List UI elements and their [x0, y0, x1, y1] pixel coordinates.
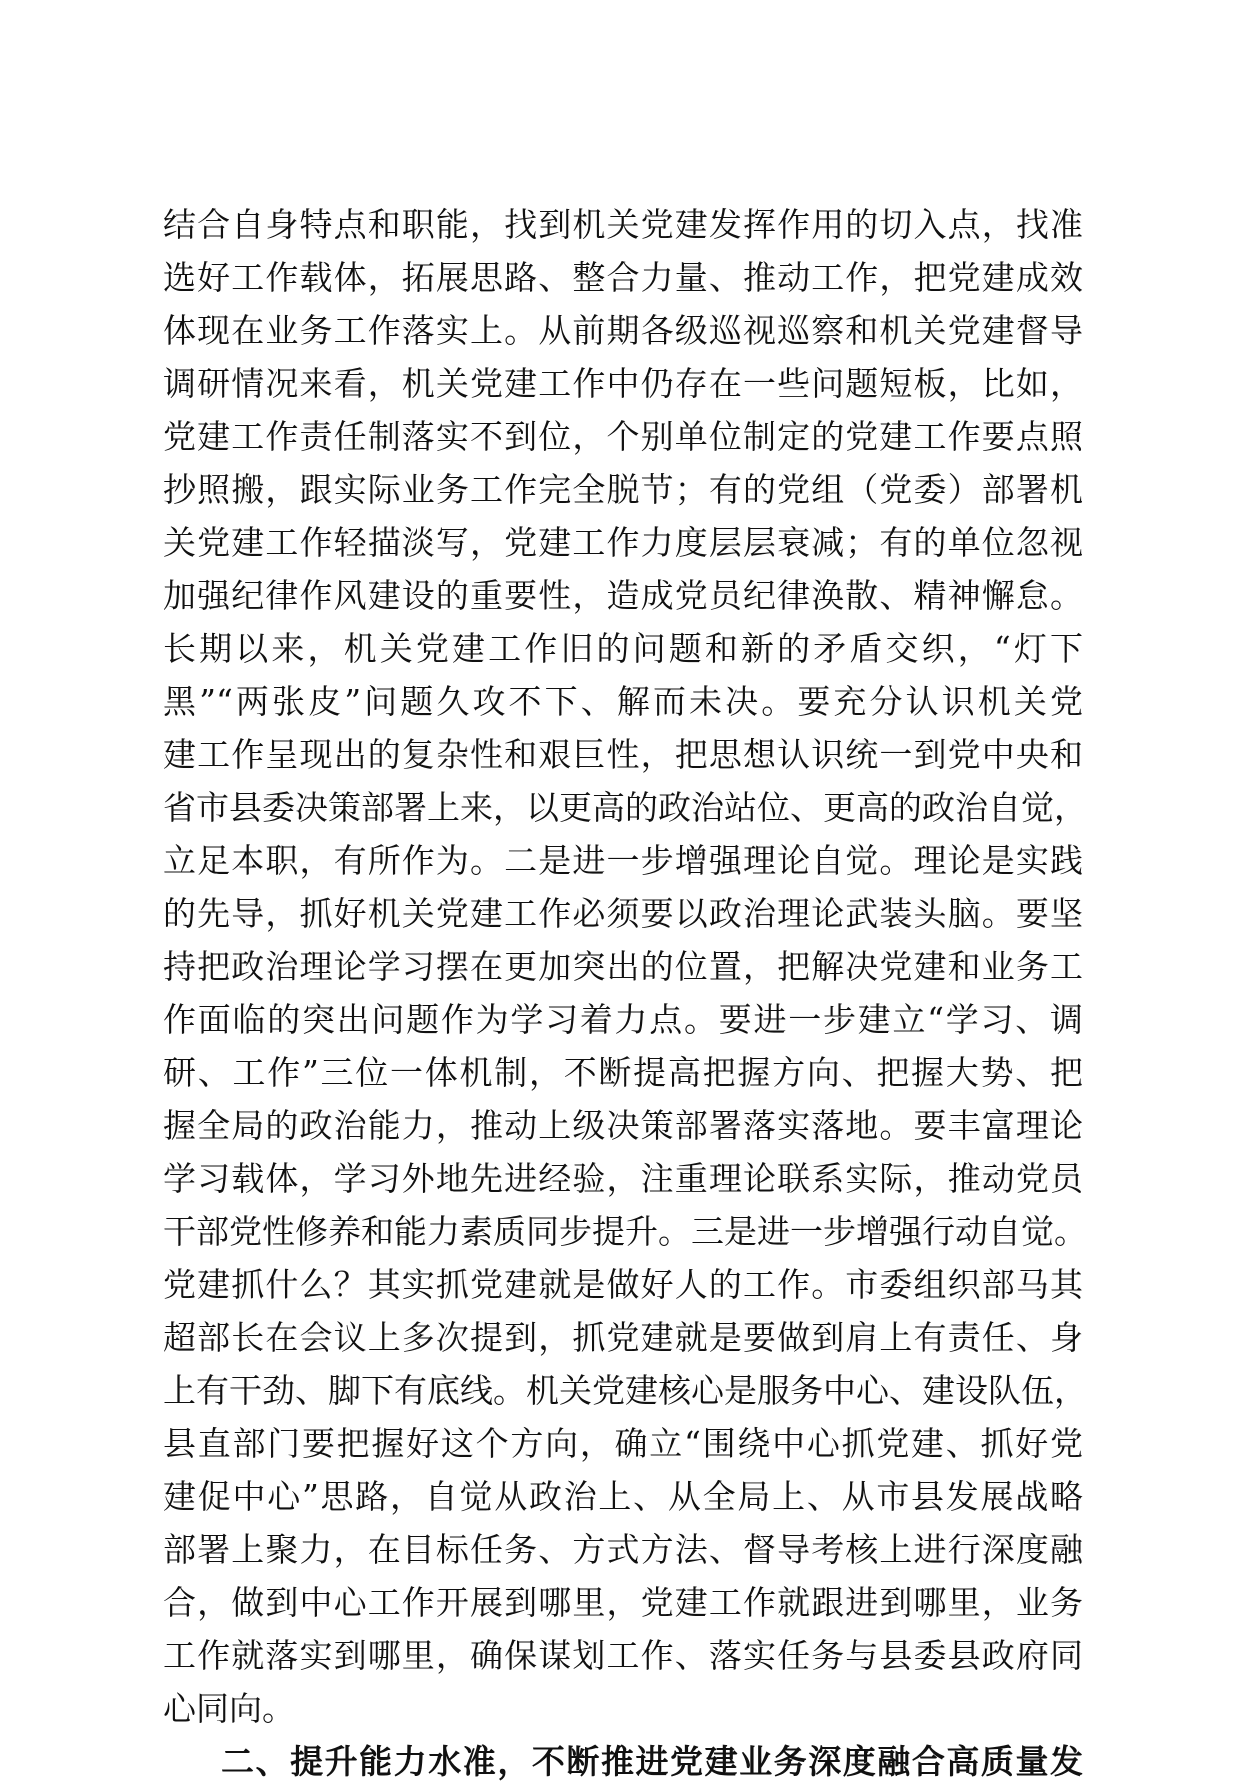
body-text-line: 建促中心”思路，自觉从政治上、从全局上、从市县发展战略 — [163, 1477, 1083, 1516]
body-text-line: 省市县委决策部署上来，以更高的政治站位、更高的政治自觉， — [163, 788, 1087, 827]
body-text-line: 长期以来，机关党建工作旧的问题和新的矛盾交织，“灯下 — [163, 629, 1083, 668]
body-text-line: 超部长在会议上多次提到，抓党建就是要做到肩上有责任、身 — [163, 1318, 1083, 1357]
body-text-line: 党建抓什么？其实抓党建就是做好人的工作。市委组织部马其 — [163, 1265, 1083, 1304]
body-text-line: 建工作呈现出的复杂性和艰巨性，把思想认识统一到党中央和 — [163, 735, 1083, 774]
body-text-line: 学习载体，学习外地先进经验，注重理论联系实际，推动党员 — [163, 1159, 1083, 1198]
body-text-line: 干部党性修养和能力素质同步提升。三是进一步增强行动自觉。 — [163, 1212, 1087, 1251]
body-text-line: 抄照搬，跟实际业务工作完全脱节；有的党组（党委）部署机 — [163, 470, 1083, 509]
section-heading: 二、提升能力水准，不断推进党建业务深度融合高质量发 — [221, 1742, 1083, 1781]
body-text-line: 黑”“两张皮”问题久攻不下、解而未决。要充分认识机关党 — [163, 682, 1083, 721]
body-text-line: 选好工作载体，拓展思路、整合力量、推动工作，把党建成效 — [163, 258, 1083, 297]
body-text-line: 部署上聚力，在目标任务、方式方法、督导考核上进行深度融 — [163, 1530, 1083, 1569]
body-text-line: 工作就落实到哪里，确保谋划工作、落实任务与县委县政府同 — [163, 1636, 1083, 1675]
body-text-line: 党建工作责任制落实不到位，个别单位制定的党建工作要点照 — [163, 417, 1083, 456]
body-text-line: 握全局的政治能力，推动上级决策部署落实落地。要丰富理论 — [163, 1106, 1083, 1145]
body-text-line: 体现在业务工作落实上。从前期各级巡视巡察和机关党建督导 — [163, 311, 1083, 350]
body-text-line: 关党建工作轻描淡写，党建工作力度层层衰减；有的单位忽视 — [163, 523, 1083, 562]
body-text-line: 立足本职，有所作为。二是进一步增强理论自觉。理论是实践 — [163, 841, 1083, 880]
body-text-line: 上有干劲、脚下有底线。机关党建核心是服务中心、建设队伍， — [163, 1371, 1087, 1410]
body-text-line: 结合自身特点和职能，找到机关党建发挥作用的切入点，找准 — [163, 205, 1083, 244]
body-text-line: 县直部门要把握好这个方向，确立“围绕中心抓党建、抓好党 — [163, 1424, 1083, 1463]
body-text-line: 合，做到中心工作开展到哪里，党建工作就跟进到哪里，业务 — [163, 1583, 1083, 1622]
body-text-line: 调研情况来看，机关党建工作中仍存在一些问题短板，比如， — [163, 364, 1083, 403]
body-text-line: 研、工作”三位一体机制，不断提高把握方向、把握大势、把 — [163, 1053, 1083, 1092]
body-text-line: 加强纪律作风建设的重要性，造成党员纪律涣散、精神懈怠。 — [163, 576, 1083, 615]
document-body — [163, 198, 1087, 1788]
body-text-line: 心同向。 — [163, 1689, 295, 1728]
body-text-line: 作面临的突出问题作为学习着力点。要进一步建立“学习、调 — [163, 1000, 1083, 1039]
body-text-line: 的先导，抓好机关党建工作必须要以政治理论武装头脑。要坚 — [163, 894, 1083, 933]
body-text-line: 持把政治理论学习摆在更加突出的位置，把解决党建和业务工 — [163, 947, 1083, 986]
